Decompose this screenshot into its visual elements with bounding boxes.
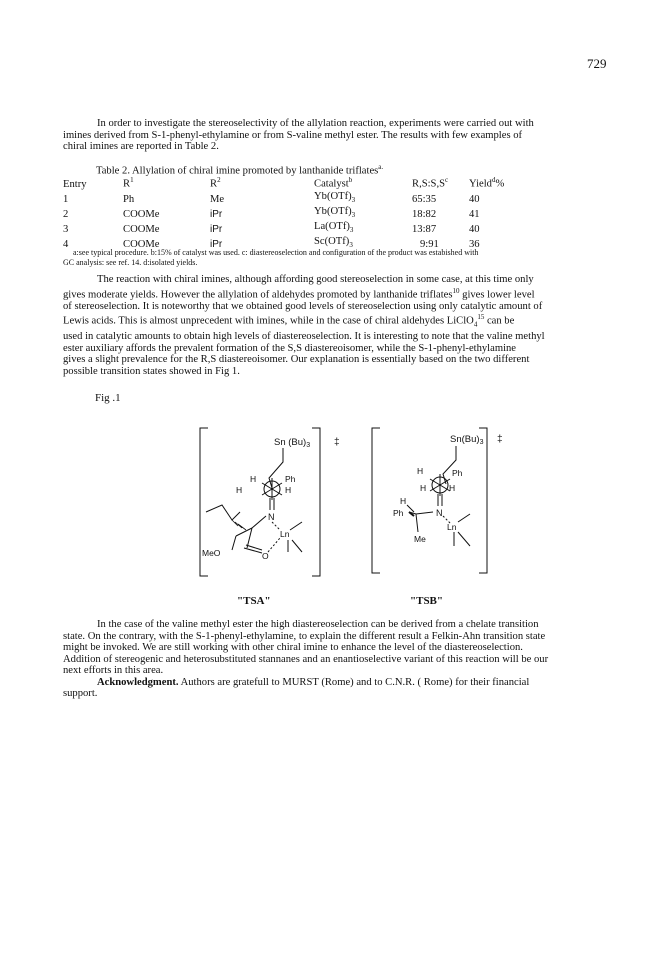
header-r1-text: R xyxy=(123,178,131,190)
tsa-isopropyl xyxy=(206,505,240,520)
tsb-lanthanide: Ln xyxy=(447,522,457,532)
discussion-text: gives moderate yields. However the allylation of aldehydes promoted by lanthanide triflates xyxy=(63,289,453,301)
cell-catalyst-sub: 3 xyxy=(349,240,353,249)
header-entry: Entry xyxy=(63,178,87,190)
header-yield-text: Yield xyxy=(469,178,492,190)
subscript: 4 xyxy=(473,320,478,329)
cell-r1: COOMe xyxy=(123,208,160,220)
acknowledgment-title: Acknowledgment. xyxy=(97,676,179,688)
discussion-text: can be xyxy=(484,315,515,327)
header-r1-sup: 1 xyxy=(130,176,134,184)
cell-yield: 41 xyxy=(469,208,480,220)
cell-entry: 4 xyxy=(63,238,69,250)
intro-line: In order to investigate the stereoselectivity of the allylation reaction, experiments were carried out with xyxy=(97,118,534,129)
closing-line: Addition of stereogenic and heterosubstituted stannanes and an enantioselective variant of this reaction will be our xyxy=(63,653,549,665)
table-caption-text: Table 2. Allylation of chiral imine promoted by lanthanide triflates xyxy=(96,165,379,177)
discussion-line: gives a slight prevalence for the R,S diastereoisomer. Our explanation is essentially based on the two different xyxy=(63,354,530,366)
header-catalyst-text: Catalyst xyxy=(314,178,349,190)
intro-line: chiral imines are reported in Table 2. xyxy=(63,141,219,152)
tsa-hashed-bond xyxy=(232,520,246,530)
footnote-line: GC analysis: see ref. 14. d:isolated yields. xyxy=(63,258,198,267)
tsa-oxygen: O xyxy=(262,551,269,561)
cell-ratio: 65:35 xyxy=(412,193,437,205)
tsa-valine-chain xyxy=(232,516,266,550)
cell-entry: 1 xyxy=(63,193,69,205)
tsa-ln-ligands xyxy=(288,522,302,552)
discussion-text: Lewis acids. This is almost unprecedent with imines, while in the case of chiral aldehydes LiClO xyxy=(63,315,474,327)
tsa-lanthanide: Ln xyxy=(280,529,290,539)
cell-r2: iPr xyxy=(210,238,223,250)
discussion-line: used in catalytic amounts to obtain high levels of diastereoselection. It is interesting to note that the valine methyl xyxy=(63,331,545,343)
figure-label: Fig .1 xyxy=(95,392,121,404)
tsb-caption: "TSB" xyxy=(410,595,444,607)
acknowledgment-line: support. xyxy=(63,688,98,699)
cell-r2: Me xyxy=(210,193,225,205)
header-yield-sup: d xyxy=(491,176,496,184)
tsb-newman-bonds xyxy=(430,474,450,496)
discussion-text: gives lower level xyxy=(459,289,535,301)
cell-yield: 36 xyxy=(469,238,480,250)
tsb-methyl: Me xyxy=(414,534,426,544)
tsa-nitrogen: N xyxy=(268,512,275,522)
cell-catalyst-main: Yb(OTf) xyxy=(314,205,352,217)
discussion-line: The reaction with chiral imines, although affording good stereoselection in some case, at this time only xyxy=(97,274,534,285)
discussion-line: of stereoselection. It is noteworthy that we obtained good levels of stereoselection using only catalytic amount of xyxy=(63,300,543,312)
cell-catalyst-sub: 3 xyxy=(351,210,356,219)
tsa-phenyl: Ph xyxy=(285,474,296,484)
header-catalyst-sup: b xyxy=(348,176,353,184)
acknowledgment-line xyxy=(63,677,608,689)
cell-catalyst-main: Yb(OTf) xyxy=(314,190,352,202)
cell-catalyst-main: Sc(OTf) xyxy=(314,235,350,247)
reference-mark: 15 xyxy=(477,313,485,322)
table-caption-sup: a. xyxy=(378,163,384,171)
tsb-structure xyxy=(372,428,503,607)
tsa-structure xyxy=(200,428,340,607)
cell-catalyst-main: La(OTf) xyxy=(314,220,350,232)
tsb-h2: H xyxy=(420,483,427,493)
discussion-line: ester auxiliary affords the prevalent formation of the S,S diastereoisomer, while the S-1-phenyl-ethylamine xyxy=(63,342,517,354)
closing-line: In the case of the valine methyl ester the high diastereoselection can be derived from a chelate transition xyxy=(97,619,539,630)
cell-r1: Ph xyxy=(123,193,135,205)
cell-r2: iPr xyxy=(210,223,223,235)
reference-mark: 10 xyxy=(452,286,460,295)
tsb-phenyl: Ph xyxy=(452,468,463,478)
footnote-line: a:see typical procedure. b:15% of catalyst was used. c: diastereoselection and configuration of the product was estabished with xyxy=(73,248,479,257)
cell-ratio: 18:82 xyxy=(412,208,437,220)
header-ratio-sup: c xyxy=(444,176,449,184)
cell-entry: 3 xyxy=(63,223,69,235)
tsb-phenyl-2: Ph xyxy=(393,508,404,518)
tsa-coordination xyxy=(268,522,280,552)
header-yield-unit: % xyxy=(495,178,505,190)
acknowledgment-text: Authors are gratefull to MURST (Rome) and to C.N.R. ( Rome) for their financial xyxy=(178,676,530,688)
cell-catalyst-sub: 3 xyxy=(351,195,356,204)
cell-yield: 40 xyxy=(469,223,480,235)
tsb-h3: H xyxy=(449,483,456,493)
tsa-h2: H xyxy=(236,485,243,495)
tsb-chiral-center xyxy=(407,505,433,532)
cell-entry: 2 xyxy=(63,208,69,220)
intro-line: imines derived from S-1-phenyl-ethylamine or from S-valine methyl ester. The results with few examples of xyxy=(63,129,523,141)
tsb-left-bracket xyxy=(372,428,380,573)
tsa-methoxy: MeO xyxy=(202,548,221,558)
closing-line: state. On the contrary, with the S-1-phenyl-ethylamine, to explain the different result a Felkin-Ahn transition state xyxy=(63,630,546,642)
tsa-carbonyl xyxy=(244,545,262,553)
tsb-tin-group: $Sn(Bu)_3$ xyxy=(450,434,484,446)
cell-catalyst-sub: 3 xyxy=(349,225,354,234)
closing-line: might be invoked. We are still working with other chiral imine to enhance the level of the diastereoselection. xyxy=(63,642,523,653)
tsb-nitrogen: N xyxy=(436,508,443,518)
cell-r1: COOMe xyxy=(123,223,160,235)
header-ratio-text: R,S:S,S xyxy=(412,178,445,190)
tsa-h1: H xyxy=(250,474,257,484)
tsb-h1: H xyxy=(417,466,424,476)
cell-ratio: 13:87 xyxy=(412,223,437,235)
tsb-h4: H xyxy=(400,496,407,506)
cell-r1: COOMe xyxy=(123,238,160,250)
header-r2-text: R xyxy=(210,178,218,190)
cell-r2: iPr xyxy=(210,208,223,220)
tsb-dagger: ‡ xyxy=(497,434,503,445)
discussion-line: possible transition states showed in Fig 1. xyxy=(63,365,240,377)
tsa-newman-bonds xyxy=(262,478,282,500)
cell-yield: 40 xyxy=(469,193,480,205)
tsa-tin-group: Sn $(Bu)_3$ xyxy=(274,437,311,449)
tsb-right-bracket xyxy=(479,428,487,573)
closing-paragraph xyxy=(63,619,608,700)
tsa-right-bracket xyxy=(312,428,320,576)
page-number: 729 xyxy=(587,56,607,71)
cell-ratio: 9:91 xyxy=(420,238,439,250)
header-r2-sup: 2 xyxy=(217,176,221,184)
tsa-dagger: ‡ xyxy=(334,437,340,448)
closing-line: next efforts in this area. xyxy=(63,665,164,676)
tsa-caption: "TSA" xyxy=(237,595,271,607)
tsa-h3: H xyxy=(285,485,292,495)
